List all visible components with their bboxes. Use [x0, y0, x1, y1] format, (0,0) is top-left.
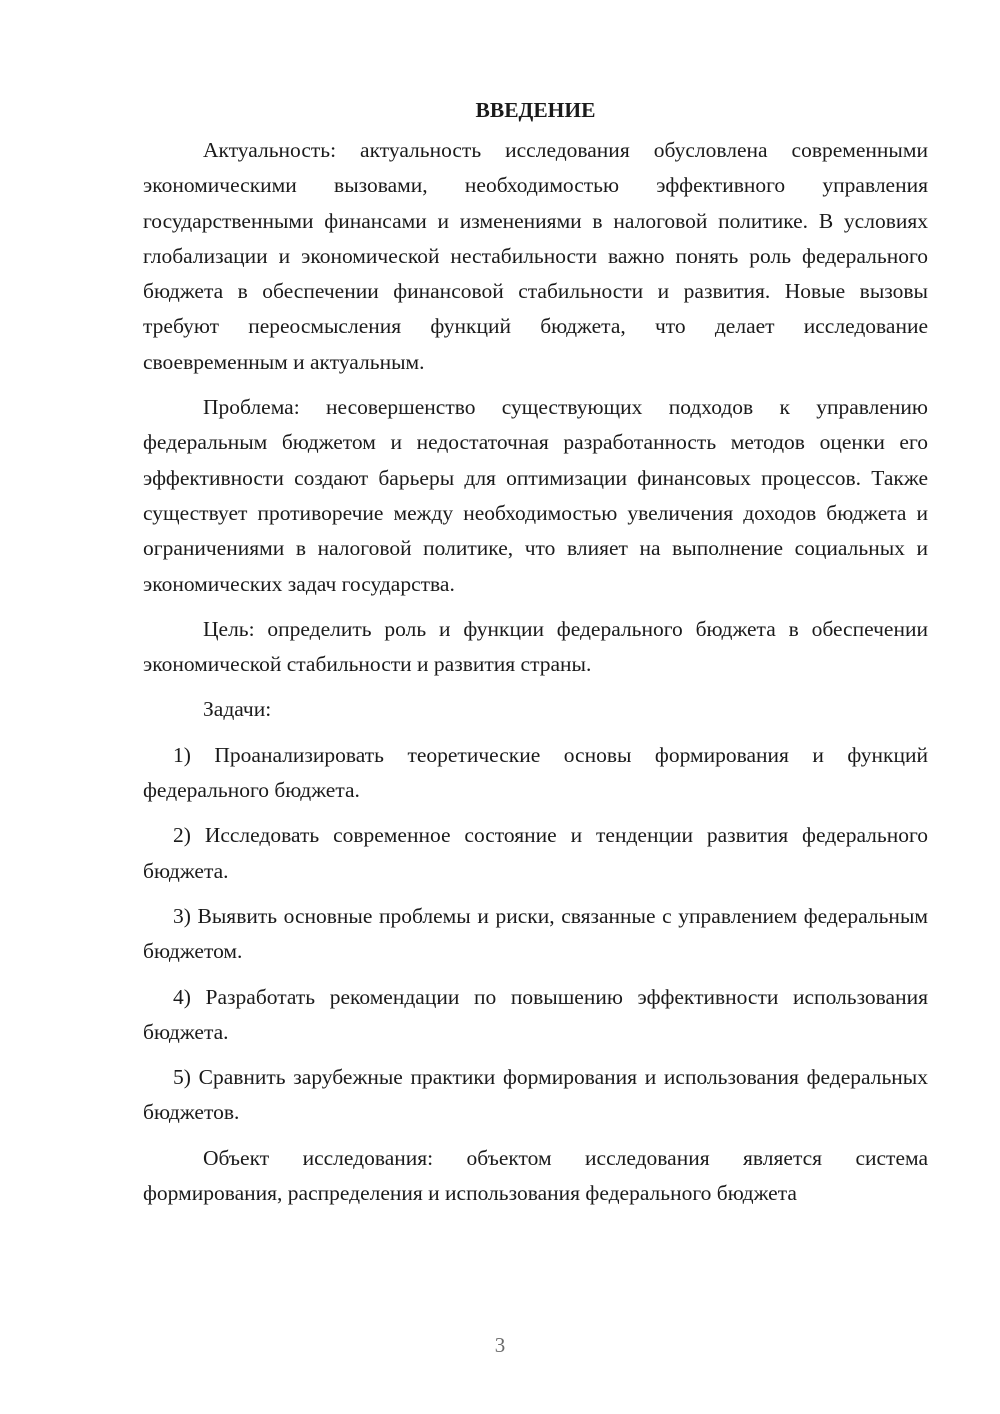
paragraph-relevance: Актуальность: актуальность исследования обусловлена современными экономическими вызовами, необходимостью эффективного управления государственными финансами и изменениями в налоговой политике. В условиях глобализации и экономической нестабильности важно понять роль федерального бюджета в обеспечении финансовой стабильности и развития. Новые вызовы требуют переосмысления функций бюджета, что делает исследование своевременным и актуальным.	[143, 138, 928, 374]
paragraph-problem: Проблема: несовершенство существующих подходов к управлению федеральным бюджетом и недостаточная разработанность методов оценки его эффективности создают барьеры для оптимизации финансовых процессов. Также существует противоречие между необходимостью увеличения доходов бюджета и ограничениями в налоговой политике, что влияет на выполнение социальных и экономических задач государства.	[143, 395, 928, 596]
task-item-3: 3) Выявить основные проблемы и риски, связанные с управлением федеральным бюджетом.	[143, 903, 928, 964]
task-item-2: 2) Исследовать современное состояние и тенденции развития федерального бюджета.	[143, 823, 928, 883]
paragraph-goal: Цель: определить роль и функции федерального бюджета в обеспечении экономической стабильности и развития страны.	[143, 616, 928, 677]
document-body	[143, 93, 928, 1221]
tasks-label: Задачи:	[203, 697, 272, 722]
task-item-1: 1) Проанализировать теоретические основы формирования и функций федерального бюджета.	[143, 742, 928, 803]
task-item-5: 5) Сравнить зарубежные практики формирования и использования федеральных бюджетов.	[143, 1065, 928, 1125]
paragraph-object: Объект исследования: объектом исследования является система формирования, распределения и использования федерального бюджета	[143, 1145, 928, 1206]
task-item-4: 4) Разработать рекомендации по повышению эффективности использования бюджета.	[143, 984, 928, 1044]
section-heading: ВВЕДЕНИЕ	[475, 98, 596, 122]
page-number: 3	[494, 1333, 506, 1357]
